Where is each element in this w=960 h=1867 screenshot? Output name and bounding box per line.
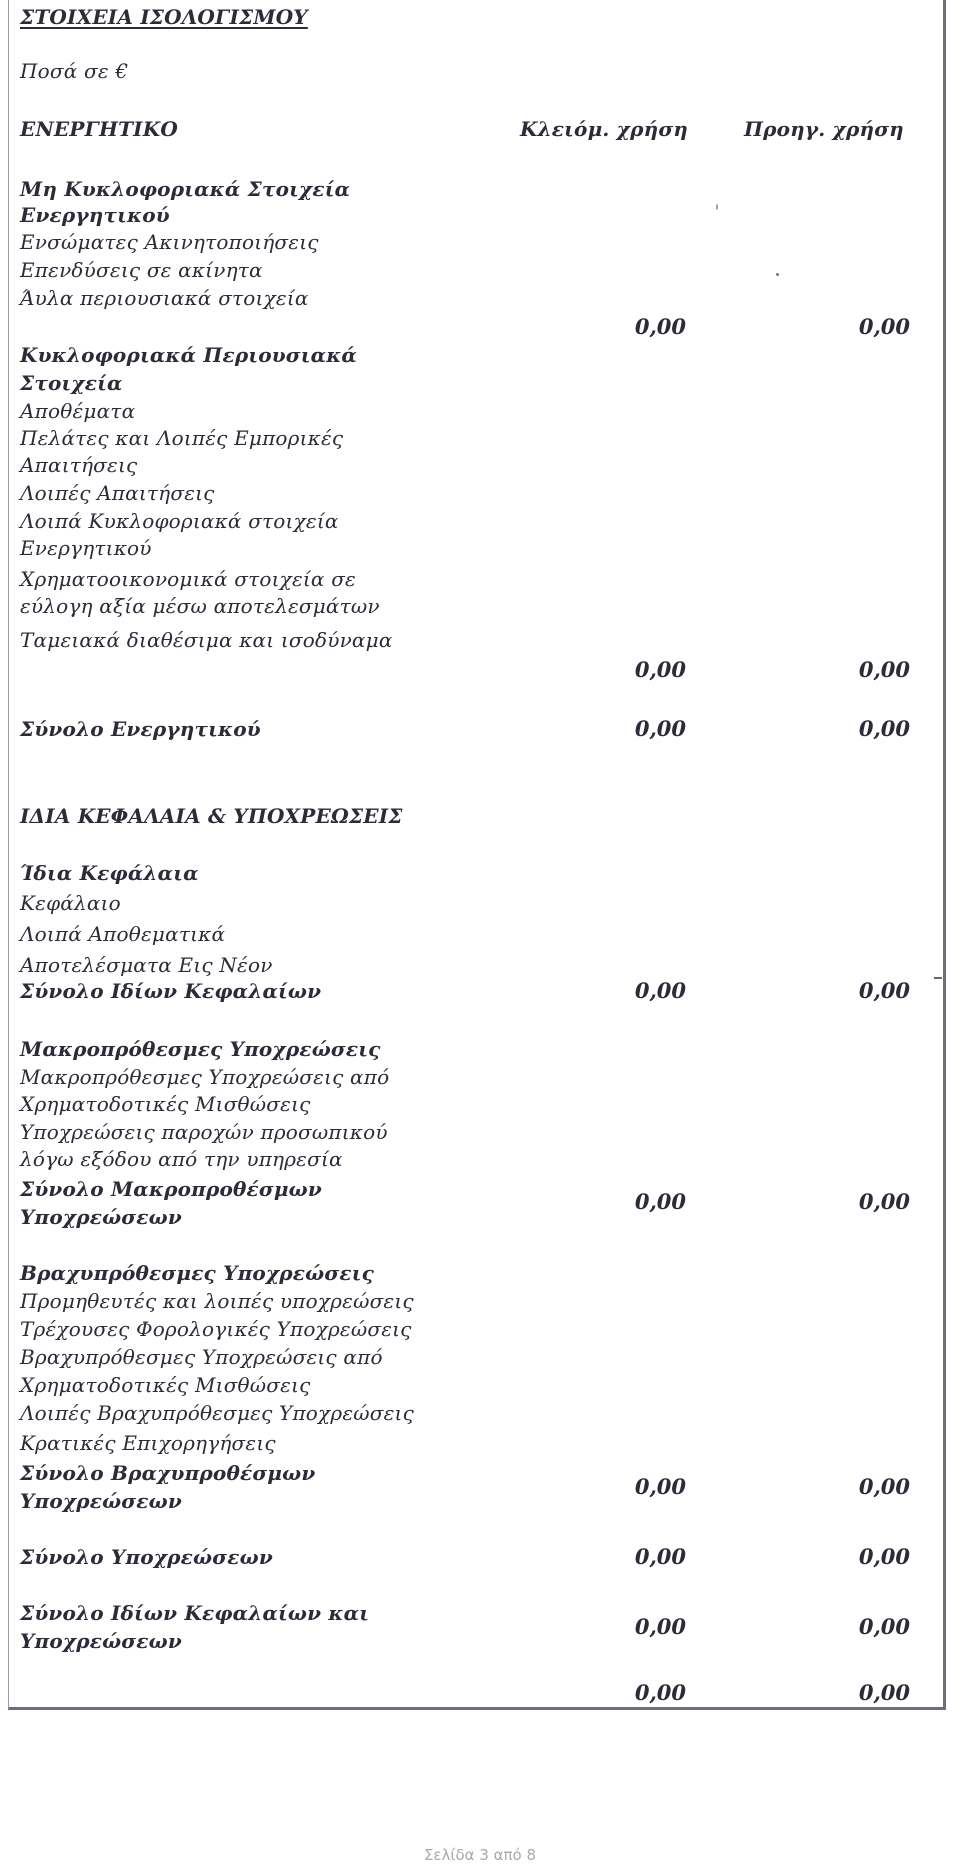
current-assets-heading: Κυκλοφοριακά Περιουσιακά	[20, 343, 358, 367]
non-current-assets-heading-cont: Ενεργητικού	[20, 203, 170, 227]
line-item: Προμηθευτές και λοιπές υποχρεώσεις	[20, 1289, 414, 1313]
amount-previous: 0,00	[858, 1614, 910, 1639]
amount-current: 0,00	[634, 716, 686, 741]
amount-current: 0,00	[634, 657, 686, 682]
scan-speck	[934, 977, 942, 979]
long-term-total-label: Σύνολο Μακροπροθέσμων	[20, 1177, 323, 1201]
line-item: Ταμειακά διαθέσιμα και ισοδύναμα	[20, 628, 393, 652]
scan-speck	[716, 204, 718, 210]
line-item: Μακροπρόθεσμες Υποχρεώσεις από	[20, 1065, 390, 1089]
column-previous-year: Προηγ. χρήση	[744, 117, 904, 141]
line-item: Λοιπά Κυκλοφοριακά στοιχεία	[20, 509, 339, 533]
total-equity-liabilities-label-cont: Υποχρεώσεων	[20, 1629, 182, 1653]
amount-previous: 0,00	[858, 657, 910, 682]
section-equity-liabilities-heading: ΙΔΙΑ ΚΕΦΑΛΑΙΑ & ΥΠΟΧΡΕΩΣΕΙΣ	[20, 804, 403, 828]
section-assets-heading: ΕΝΕΡΓΗΤΙΚΟ	[20, 117, 178, 141]
currency-note: Ποσά σε €	[20, 59, 129, 83]
line-item: Χρηματοοικονομικά στοιχεία σε	[20, 567, 356, 591]
amount-previous: 0,00	[858, 1544, 910, 1569]
line-item: Λοιπά Αποθεματικά	[20, 922, 226, 946]
amount-current: 0,00	[634, 1474, 686, 1499]
line-item: Πελάτες και Λοιπές Εμπορικές	[20, 426, 344, 450]
amount-current: 0,00	[634, 1189, 686, 1214]
short-term-total-label-cont: Υποχρεώσεων	[20, 1489, 182, 1513]
line-item: Βραχυπρόθεσμες Υποχρεώσεις από	[20, 1345, 383, 1369]
line-item: Υποχρεώσεις παροχών προσωπικού	[20, 1120, 388, 1144]
non-current-assets-heading: Μη Κυκλοφοριακά Στοιχεία	[20, 177, 351, 201]
page-title: ΣΤΟΙΧΕΙΑ ΙΣΟΛΟΓΙΣΜΟΥ	[20, 5, 308, 29]
amount-current: 0,00	[634, 1614, 686, 1639]
line-item: Ενεργητικού	[20, 536, 152, 560]
amount-current: 0,00	[634, 314, 686, 339]
line-item: Επενδύσεις σε ακίνητα	[20, 258, 263, 282]
line-item: Ενσώματες Ακινητοποιήσεις	[20, 230, 319, 254]
page-number-footer: Σελίδα 3 από 8	[423, 1846, 537, 1864]
line-item: Απαιτήσεις	[20, 453, 138, 477]
amount-current: 0,00	[634, 978, 686, 1003]
line-item: εύλογη αξία μέσω αποτελεσμάτων	[20, 594, 380, 618]
line-item: Λοιπές Απαιτήσεις	[20, 481, 215, 505]
equity-total-label: Σύνολο Ιδίων Κεφαλαίων	[20, 979, 322, 1003]
amount-current: 0,00	[634, 1680, 686, 1705]
line-item: Λοιπές Βραχυπρόθεσμες Υποχρεώσεις	[20, 1401, 414, 1425]
scan-speck	[776, 273, 779, 276]
equity-heading: Ίδια Κεφάλαια	[20, 861, 199, 885]
line-item: Χρηματοδοτικές Μισθώσεις	[20, 1092, 311, 1116]
total-liabilities-label: Σύνολο Υποχρεώσεων	[20, 1545, 273, 1569]
line-item: Άυλα περιουσιακά στοιχεία	[20, 286, 309, 310]
line-item: Αποτελέσματα Εις Νέον	[20, 953, 273, 977]
short-term-liabilities-heading: Βραχυπρόθεσμες Υποχρεώσεις	[20, 1261, 374, 1285]
short-term-total-label: Σύνολο Βραχυπροθέσμων	[20, 1461, 316, 1485]
total-assets-label: Σύνολο Ενεργητικού	[20, 717, 261, 741]
line-item: Χρηματοδοτικές Μισθώσεις	[20, 1373, 311, 1397]
long-term-total-label-cont: Υποχρεώσεων	[20, 1205, 182, 1229]
line-item: Κεφάλαιο	[20, 891, 121, 915]
line-item: Αποθέματα	[20, 399, 136, 423]
line-item: Τρέχουσες Φορολογικές Υποχρεώσεις	[20, 1317, 412, 1341]
amount-current: 0,00	[634, 1544, 686, 1569]
total-equity-liabilities-label: Σύνολο Ιδίων Κεφαλαίων και	[20, 1601, 370, 1625]
line-item: λόγω εξόδου από την υπηρεσία	[20, 1147, 343, 1171]
amount-previous: 0,00	[858, 1680, 910, 1705]
current-assets-heading-cont: Στοιχεία	[20, 371, 123, 395]
amount-previous: 0,00	[858, 978, 910, 1003]
column-current-year: Κλειόμ. χρήση	[520, 117, 689, 141]
line-item: Κρατικές Επιχορηγήσεις	[20, 1431, 276, 1455]
amount-previous: 0,00	[858, 314, 910, 339]
amount-previous: 0,00	[858, 1474, 910, 1499]
amount-previous: 0,00	[858, 1189, 910, 1214]
long-term-liabilities-heading: Μακροπρόθεσμες Υποχρεώσεις	[20, 1037, 381, 1061]
amount-previous: 0,00	[858, 716, 910, 741]
